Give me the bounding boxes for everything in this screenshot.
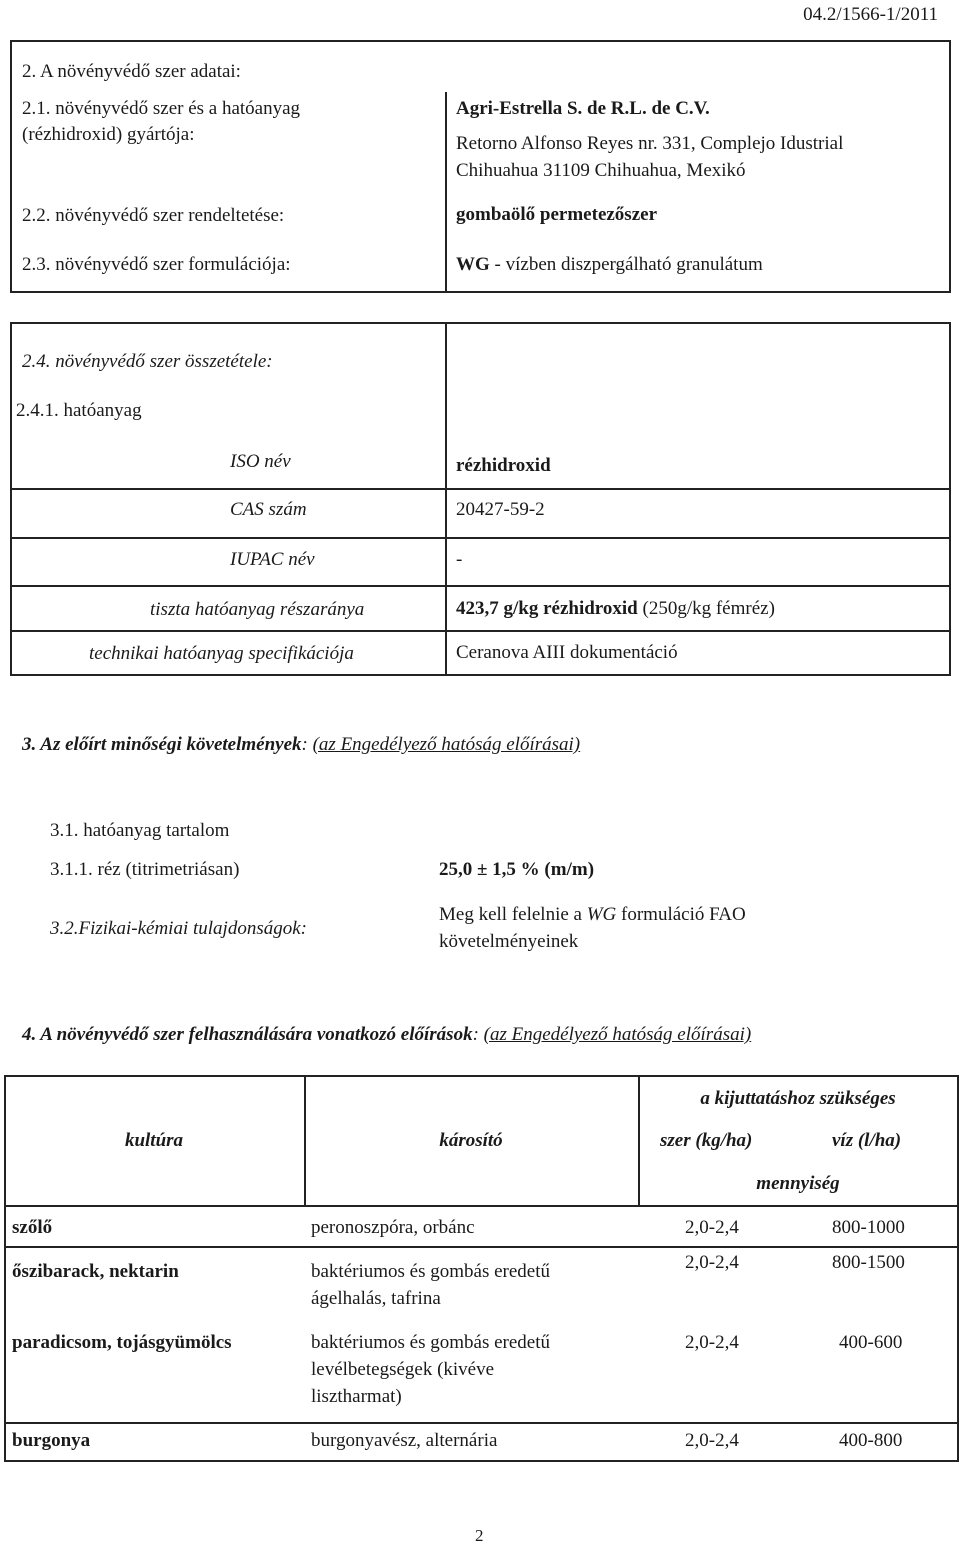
row-pest-line2: levélbetegségek (kivéve <box>311 1359 495 1380</box>
row-rule-2 <box>4 1422 959 1424</box>
column-header-agent: szer (kg/ha) <box>660 1130 753 1151</box>
row-agent: 2,0-2,4 <box>685 1430 739 1451</box>
section3-heading-colon: : <box>301 734 313 755</box>
row-water: 400-600 <box>839 1332 903 1353</box>
row-culture: burgonya <box>12 1430 91 1451</box>
row-pest: baktériumos és gombás eredetű <box>311 1261 551 1282</box>
row-water: 800-1500 <box>832 1252 905 1273</box>
page-number: 2 <box>475 1526 484 1545</box>
active-ingredient-heading: 2.4.1. hatóanyag <box>16 400 142 421</box>
iso-value: rézhidroxid <box>456 455 551 476</box>
composition-rule-2 <box>10 585 445 587</box>
physchem-value-line2: követelményeinek <box>439 931 579 952</box>
section3-heading <box>22 734 580 756</box>
section3-heading-title: 3. Az előírt minőségi követelmények <box>22 734 302 755</box>
section3-sub1-text: 3.1. hatóanyag tartalom <box>50 820 230 841</box>
section3-sub1 <box>50 820 229 842</box>
document-id: 04.2/1566-1/2011 <box>803 4 938 25</box>
row-agent: 2,0-2,4 <box>685 1252 739 1273</box>
formulation-label: 2.3. növényvédő szer formulációja: <box>22 254 291 275</box>
composition-rule-0 <box>10 488 950 490</box>
purpose-value: gombaölő permetezőszer <box>456 204 658 225</box>
row-pest-line2: ágelhalás, tafrina <box>311 1288 441 1309</box>
iso-label: ISO név <box>230 451 291 472</box>
row-pest: baktériumos és gombás eredetű <box>311 1332 551 1353</box>
section4-heading-authority: (az Engedélyező hatóság előírásai) <box>483 1024 752 1045</box>
manufacturer-label-line2: (rézhidroxid) gyártója: <box>22 124 195 145</box>
composition-heading: 2.4. növényvédő szer összetétele: <box>22 351 273 372</box>
cas-value: 20427-59-2 <box>456 499 545 520</box>
row-rule-1 <box>4 1246 959 1248</box>
composition-rule-3 <box>445 537 950 539</box>
composition-rule-5 <box>10 630 950 632</box>
column-header-amount: mennyiség <box>756 1173 840 1194</box>
column-header-water: víz (l/ha) <box>832 1130 902 1151</box>
row-pest: burgonyavész, alternária <box>311 1430 498 1451</box>
column-header-pest: károsító <box>439 1130 503 1151</box>
row-agent: 2,0-2,4 <box>685 1332 739 1353</box>
usage-table-header-rule <box>4 1205 959 1207</box>
content-value-main: 423,7 g/kg rézhidroxid <box>456 598 638 619</box>
physchem-value-pre: Meg kell felelnie a <box>439 904 587 925</box>
row-pest-line3: lisztharmat) <box>311 1386 402 1407</box>
manufacturer-label-line1: 2.1. növényvédő szer és a hatóanyag <box>22 98 301 119</box>
copper-content-label: 3.1.1. réz (titrimetriásan) <box>50 859 240 880</box>
iupac-label: IUPAC név <box>230 549 315 570</box>
physchem-value-post: formuláció FAO <box>616 904 746 925</box>
physchem-value-line1 <box>439 904 746 926</box>
composition-rule-4 <box>445 585 950 587</box>
row-culture: paradicsom, tojásgyümölcs <box>12 1332 232 1353</box>
manufacturer-address-line2: Chihuahua 31109 Chihuahua, Mexikó <box>456 160 746 181</box>
physchem-value-code: WG <box>586 904 617 925</box>
content-label: tiszta hatóanyag részaránya <box>150 599 365 620</box>
row-culture: szőlő <box>12 1217 53 1238</box>
section4-heading-title: 4. A növényvédő szer felhasználására vonatkozó előírások <box>22 1024 473 1045</box>
copper-content-value: 25,0 ± 1,5 % (m/m) <box>439 859 595 880</box>
composition-rule-1 <box>10 537 445 539</box>
row-pest: peronoszpóra, orbánc <box>311 1217 475 1238</box>
formulation-value <box>456 254 763 276</box>
spec-value: Ceranova AIII dokumentáció <box>456 642 678 663</box>
section4-heading <box>22 1024 751 1046</box>
section2-divider <box>445 92 447 292</box>
manufacturer-name: Agri-Estrella S. de R.L. de C.V. <box>456 98 710 119</box>
formulation-code: WG <box>456 254 490 275</box>
row-water: 400-800 <box>839 1430 903 1451</box>
manufacturer-address-line1: Retorno Alfonso Reyes nr. 331, Complejo Idustrial <box>456 133 844 154</box>
row-culture: őszibarack, nektarin <box>12 1261 179 1282</box>
spec-label: technikai hatóanyag specifikációja <box>89 643 354 664</box>
physchem-label: 3.2.Fizikai-kémiai tulajdonságok: <box>50 918 307 939</box>
section3-heading-authority: (az Engedélyező hatóság előírásai) <box>312 734 581 755</box>
section4-heading-colon: : <box>472 1024 484 1045</box>
iupac-value: - <box>456 549 463 570</box>
content-value-note: (250g/kg fémréz) <box>637 598 775 619</box>
row-agent: 2,0-2,4 <box>685 1217 739 1238</box>
column-header-culture: kultúra <box>124 1130 184 1151</box>
cas-label: CAS szám <box>230 499 307 520</box>
row-water: 800-1000 <box>832 1217 905 1238</box>
section2-heading: 2. A növényvédő szer adatai: <box>22 61 241 82</box>
formulation-description: - vízben diszpergálható granulátum <box>489 254 763 275</box>
composition-divider <box>445 322 447 675</box>
purpose-label: 2.2. növényvédő szer rendeltetése: <box>22 205 285 226</box>
column-header-needed: a kijuttatáshoz szükséges <box>700 1088 896 1109</box>
content-value <box>456 598 775 620</box>
